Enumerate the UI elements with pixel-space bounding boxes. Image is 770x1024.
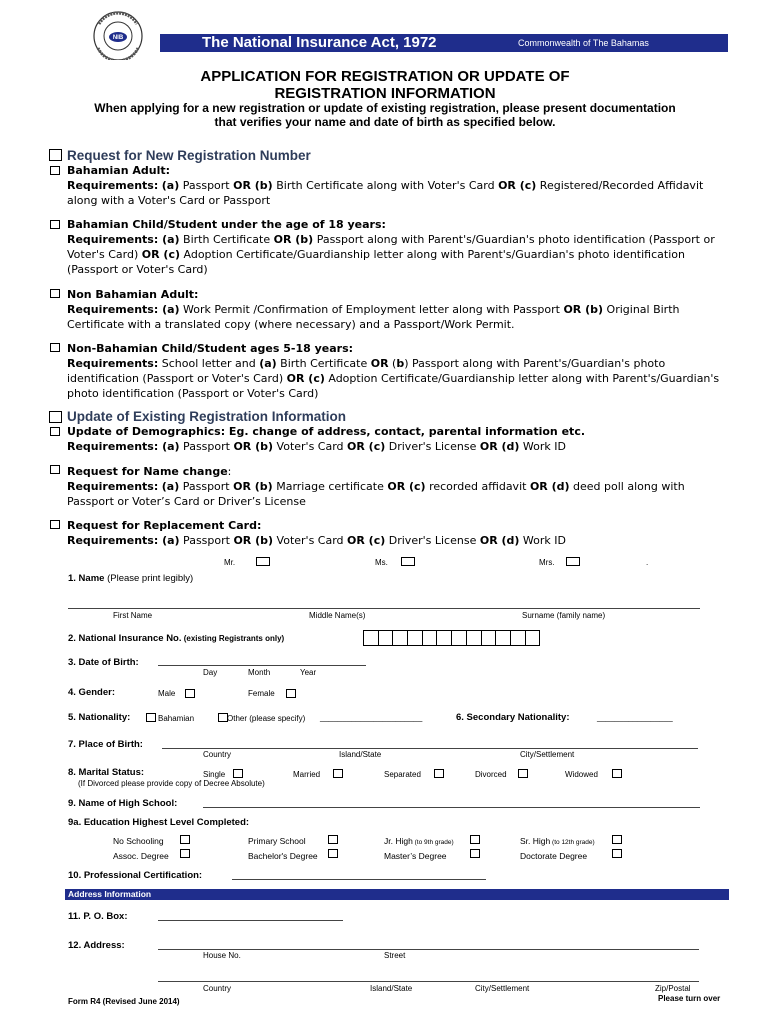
edu-assoc-label: Assoc. Degree (113, 851, 169, 861)
middle-name-caption: Middle Name(s) (309, 611, 366, 620)
edu-assoc-checkbox[interactable] (180, 849, 190, 858)
marital-single-label: Single (203, 770, 226, 779)
name-change-requirements: Requirements: (a) Passport OR (b) Marriage certificate OR (c) recorded affidavit OR (d) deed poll along with Passport or Voter’s Card or Driver’s License (67, 480, 685, 508)
non-bahamian-child-checkbox[interactable] (50, 343, 60, 352)
gender-female-label: Female (248, 689, 275, 698)
new-registration-checkbox[interactable] (49, 149, 62, 161)
pob-island-state-caption: Island/State (339, 750, 382, 759)
dob-input-line[interactable] (158, 665, 366, 666)
marital-separated-checkbox[interactable] (434, 769, 444, 778)
edu-masters-label: Master’s Degree (384, 851, 447, 861)
edu-jr-high-label: Jr. High (to 9th grade) (384, 836, 454, 846)
edu-no-schooling-checkbox[interactable] (180, 835, 190, 844)
form-intro: When applying for a new registration or update of existing registration, please present documentation that verifies your name and date of birth as specified below. (94, 101, 676, 129)
replacement-card-title: Request for Replacement Card: (67, 519, 262, 532)
update-registration-heading: Update of Existing Registration Information (67, 409, 347, 424)
nationality-bahamian-checkbox[interactable] (146, 713, 156, 722)
place-of-birth-input-line[interactable] (162, 748, 698, 749)
divorce-note: (If Divorced please provide copy of Decree Absolute) (78, 779, 265, 788)
gender-label: 4. Gender: (68, 687, 115, 698)
pob-city-caption: City/Settlement (520, 750, 575, 759)
address-island-state-caption: Island/State (370, 984, 413, 993)
address-section-title: Address Information (68, 889, 152, 899)
new-registration-heading: Request for New Registration Number (67, 148, 311, 163)
nationality-bahamian-label: Bahamian (158, 714, 195, 723)
non-bahamian-child-requirements: Requirements: School letter and (a) Birth Certificate OR (b) Passport along with Parent's/Guardian's photo identification (Passport or Voter's Card) OR (c) Adoption Certificate/Guardianship letter along with Parent's/Guardian's photo identification (Passport or Voter's Card) (67, 357, 720, 400)
name-input-line[interactable] (68, 608, 700, 609)
name-change-checkbox[interactable] (50, 465, 60, 474)
high-school-input-line[interactable] (203, 807, 700, 808)
marital-widowed-checkbox[interactable] (612, 769, 622, 778)
secondary-nationality-input[interactable]: _________________ (597, 713, 673, 722)
title-ms-checkbox[interactable] (401, 557, 415, 566)
professional-cert-input-line[interactable] (232, 879, 486, 880)
address-region-input-line[interactable] (158, 981, 699, 982)
name-label: 1. Name (Please print legibly) (68, 573, 194, 584)
dob-month-caption: Month (248, 668, 271, 677)
non-bahamian-adult-checkbox[interactable] (50, 289, 60, 298)
update-demographics-checkbox[interactable] (50, 427, 60, 436)
form-title: APPLICATION FOR REGISTRATION OR UPDATE OF REGISTRATION INFORMATION (200, 68, 570, 102)
nationality-other-input[interactable]: _______________________ (320, 713, 423, 722)
title-mrs-checkbox[interactable] (566, 557, 580, 566)
header-title: The National Insurance Act, 1972 (202, 34, 437, 51)
edu-sr-high-label: Sr. High (to 12th grade) (520, 836, 595, 846)
bahamian-adult-requirements: Requirements: (a) Passport OR (b) Birth Certificate along with Voter's Card OR (c) Registered/Recorded Affidavit along with a Voter's Card or Passport (67, 179, 704, 207)
bahamian-child-title: Bahamian Child/Student under the age of 18 years: (67, 218, 386, 231)
update-demographics-requirements: Requirements: (a) Passport OR (b) Voter's Card OR (c) Driver's License OR (d) Work ID (67, 440, 566, 453)
address-street-input-line[interactable] (158, 949, 699, 950)
non-bahamian-adult-title: Non Bahamian Adult: (67, 288, 199, 301)
edu-sr-high-checkbox[interactable] (612, 835, 622, 844)
street-caption: Street (384, 951, 406, 960)
non-bahamian-child-title: Non-Bahamian Child/Student ages 5-18 years: (67, 342, 354, 355)
address-section-band (65, 889, 729, 900)
dob-label: 3. Date of Birth: (68, 657, 139, 668)
edu-doctorate-label: Doctorate Degree (520, 851, 588, 861)
non-bahamian-adult-requirements: Requirements: (a) Work Permit /Confirmation of Employment letter along with Passport OR (b) Original Birth Certificate with a translated copy (where necessary) and a Passport/Work Permit. (67, 303, 680, 331)
edu-bachelors-label: Bachelor's Degree (248, 851, 318, 861)
dob-year-caption: Year (300, 668, 317, 677)
po-box-input-line[interactable] (158, 920, 343, 921)
header-jurisdiction: Commonwealth of The Bahamas (518, 38, 649, 48)
nationality-other-label: Other (please specify) (227, 714, 306, 723)
first-name-caption: First Name (113, 611, 153, 620)
secondary-nationality-label: 6. Secondary Nationality: (456, 712, 570, 723)
marital-married-checkbox[interactable] (333, 769, 343, 778)
marital-divorced-label: Divorced (475, 770, 507, 779)
update-registration-checkbox[interactable] (49, 411, 62, 423)
po-box-label: 11. P. O. Box: (68, 911, 128, 922)
surname-caption: Surname (family name) (522, 611, 606, 620)
nib-logo (66, 10, 170, 60)
address-label: 12. Address: (68, 940, 125, 951)
nationality-label: 5. Nationality: (68, 712, 131, 723)
bahamian-child-checkbox[interactable] (50, 220, 60, 229)
dob-day-caption: Day (203, 668, 218, 677)
edu-primary-checkbox[interactable] (328, 835, 338, 844)
edu-no-schooling-label: No Schooling (113, 836, 164, 846)
turn-over-note: Please turn over (658, 994, 721, 1003)
marital-single-checkbox[interactable] (233, 769, 243, 778)
nin-label: 2. National Insurance No. (existing Registrants only) (68, 633, 285, 644)
education-label: 9a. Education Highest Level Completed: (68, 817, 250, 828)
marital-separated-label: Separated (384, 770, 421, 779)
marital-married-label: Married (293, 770, 321, 779)
title-ms-label: Ms. (375, 558, 388, 567)
edu-jr-high-checkbox[interactable] (470, 835, 480, 844)
professional-cert-label: 10. Professional Certification: (68, 870, 203, 881)
svg-text:NIB: NIB (112, 35, 124, 41)
edu-bachelors-checkbox[interactable] (328, 849, 338, 858)
house-no-caption: House No. (203, 951, 241, 960)
form-number: Form R4 (Revised June 2014) (68, 997, 180, 1006)
edu-masters-checkbox[interactable] (470, 849, 480, 858)
title-trailing-dot: . (646, 558, 649, 567)
pob-country-caption: Country (203, 750, 232, 759)
title-mrs-label: Mrs. (539, 558, 555, 567)
title-mr-label: Mr. (224, 558, 236, 567)
address-city-caption: City/Settlement (475, 984, 530, 993)
gender-male-checkbox[interactable] (185, 689, 195, 698)
marital-widowed-label: Widowed (565, 770, 598, 779)
bahamian-child-requirements: Requirements: (a) Birth Certificate OR (b) Passport along with Parent's/Guardian's photo identification (Passport or Voter's Card) OR (c) Adoption Certificate/Guardianship letter along with Parent's/Guardian's photo identification (Passport or Voter's Card) (67, 233, 715, 276)
bahamian-adult-title: Bahamian Adult: (67, 164, 171, 177)
marital-divorced-checkbox[interactable] (518, 769, 528, 778)
replacement-card-checkbox[interactable] (50, 520, 60, 529)
update-demographics-title: Update of Demographics: Eg. change of address, contact, parental information etc. (67, 425, 586, 438)
replacement-card-requirements: Requirements: (a) Passport OR (b) Voter's Card OR (c) Driver's License OR (d) Work ID (67, 534, 566, 547)
edu-doctorate-checkbox[interactable] (612, 849, 622, 858)
title-mr-checkbox[interactable] (256, 557, 270, 566)
nin-input-boxes[interactable] (363, 630, 540, 646)
place-of-birth-label: 7. Place of Birth: (68, 739, 143, 750)
gender-male-label: Male (158, 689, 176, 698)
address-zip-caption: Zip/Postal (655, 984, 691, 993)
name-change-title: Request for Name change: (67, 465, 232, 478)
address-country-caption: Country (203, 984, 232, 993)
marital-status-label: 8. Marital Status: (68, 767, 145, 778)
high-school-label: 9. Name of High School: (68, 798, 178, 809)
edu-primary-label: Primary School (248, 836, 306, 846)
bahamian-adult-checkbox[interactable] (50, 166, 60, 175)
gender-female-checkbox[interactable] (286, 689, 296, 698)
